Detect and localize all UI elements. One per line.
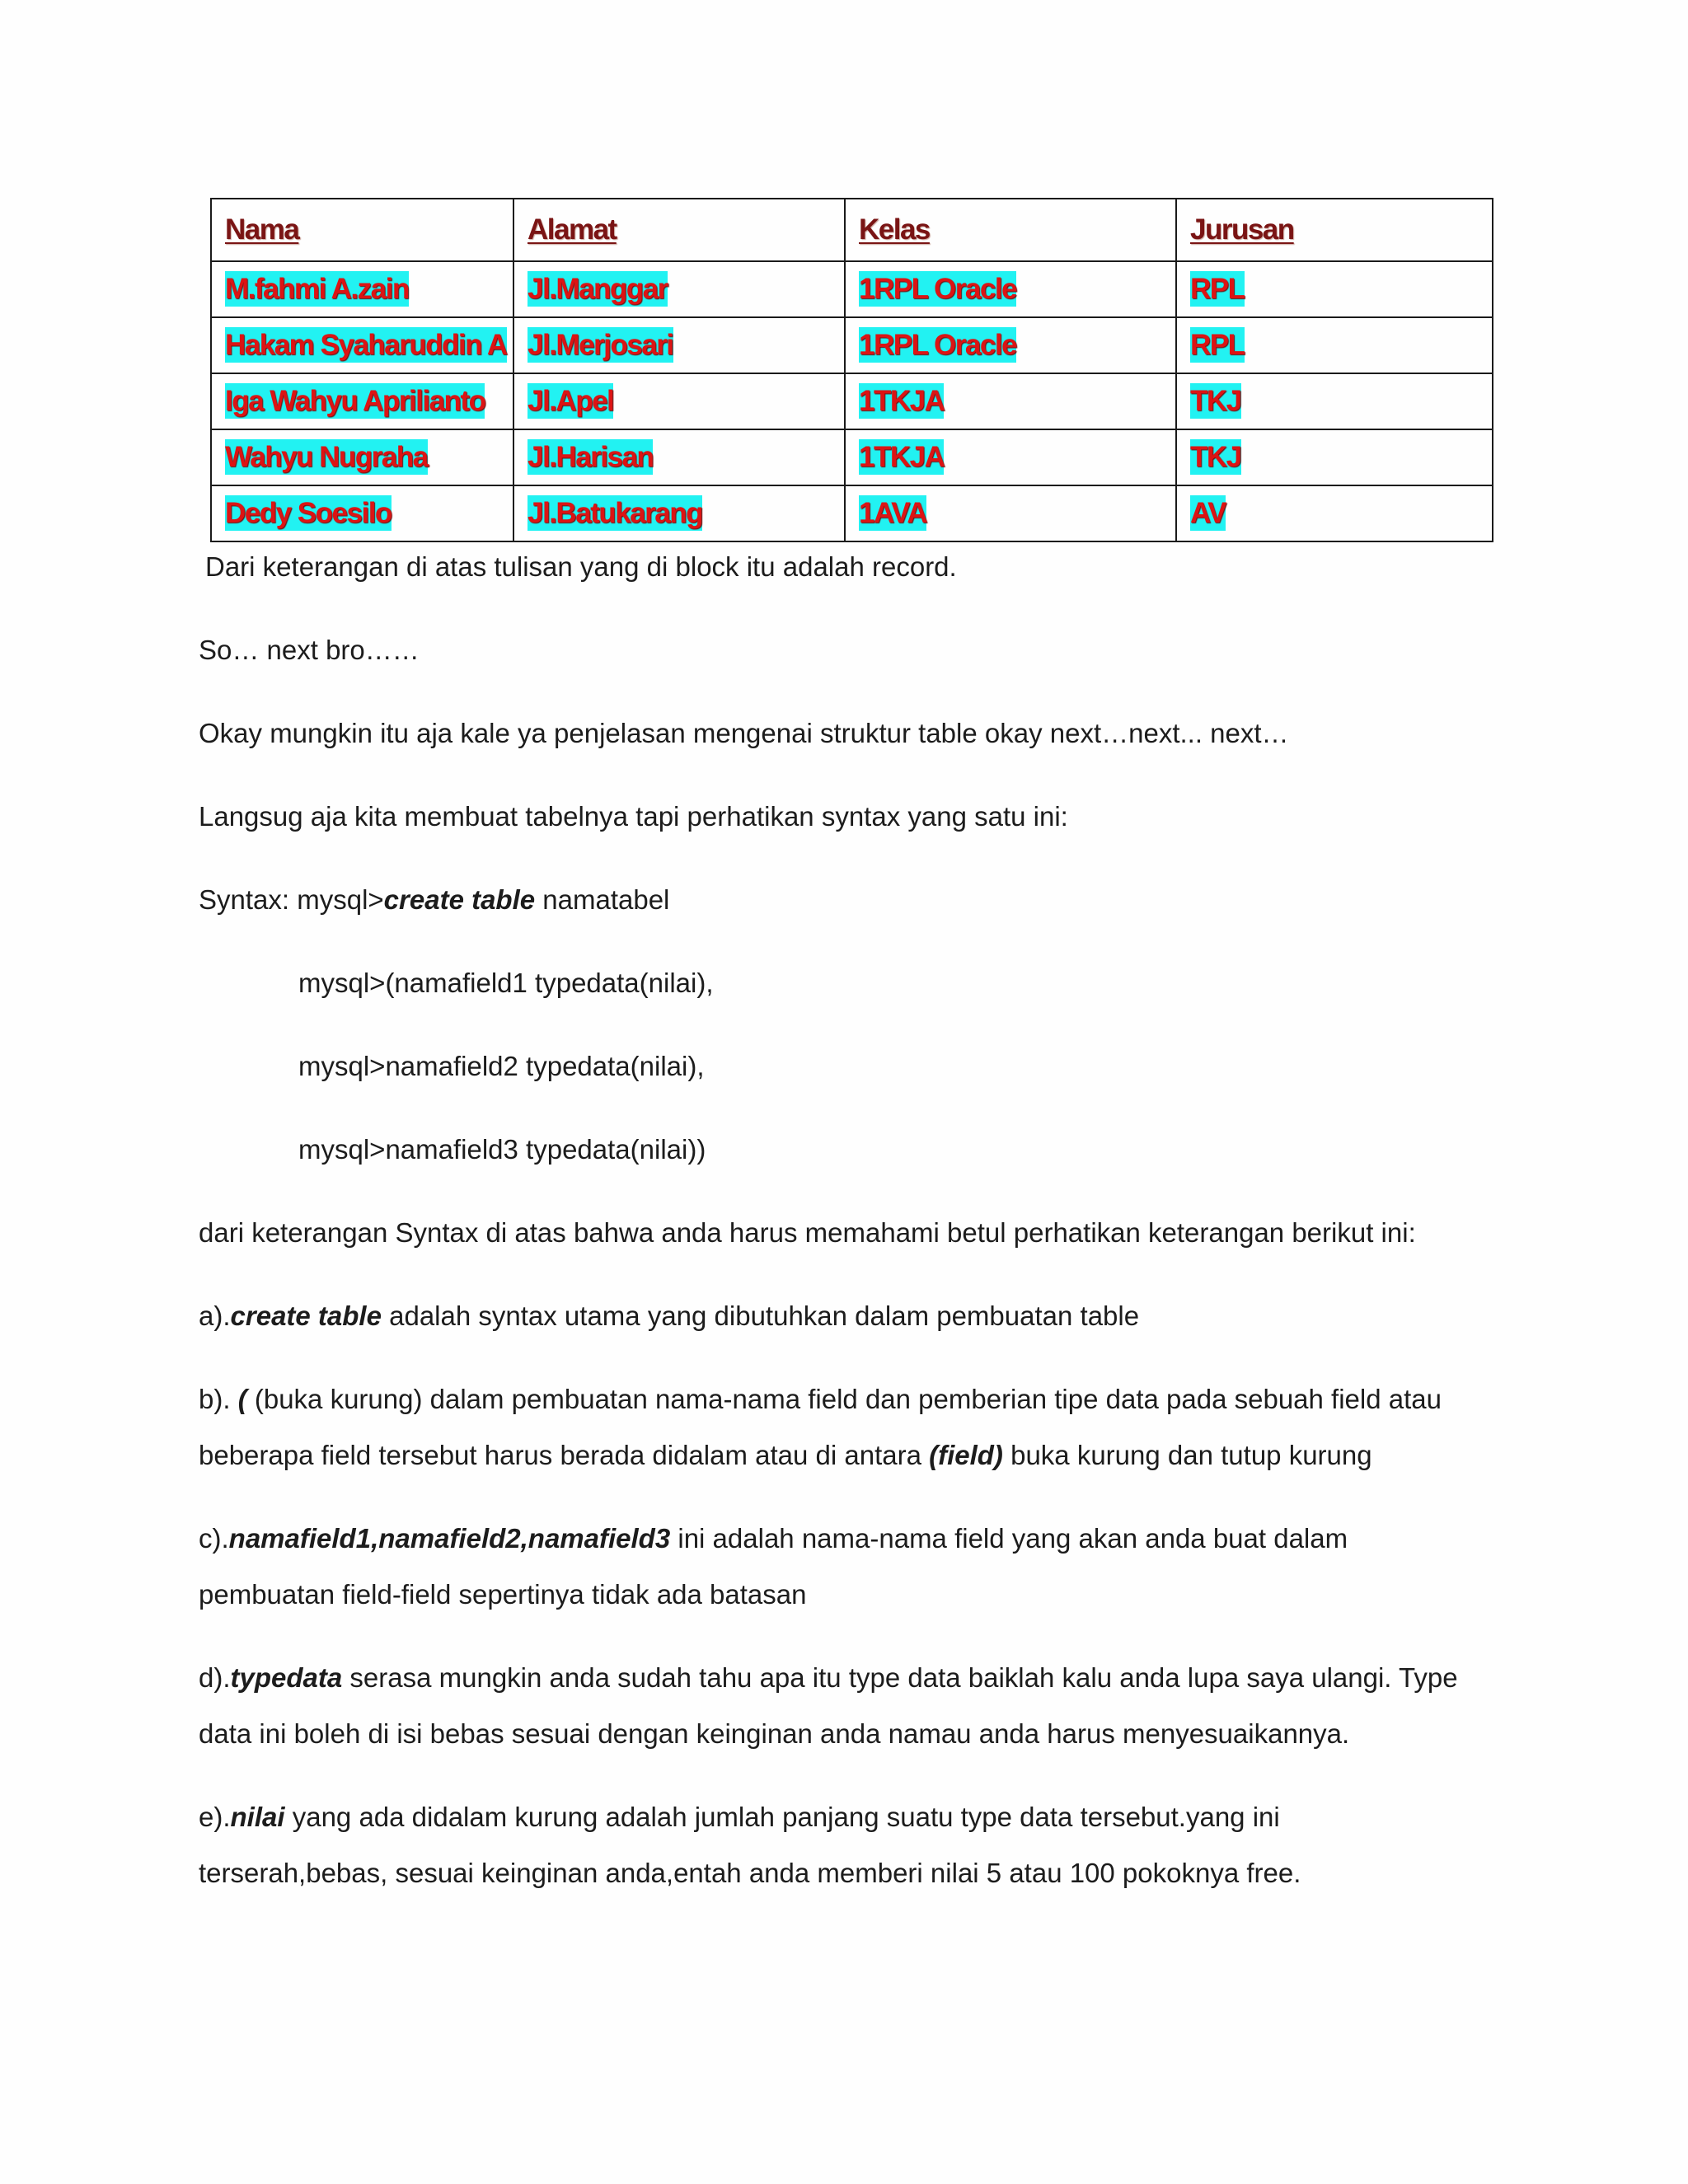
item-prefix: b). <box>199 1384 238 1414</box>
item-text: yang ada didalam kurung adalah jumlah panjang suatu type data tersebut.yang ini <box>284 1802 1280 1832</box>
record-text: RPL <box>1190 329 1245 361</box>
header-label: Kelas <box>859 213 930 246</box>
table-cell <box>211 317 513 373</box>
table-cell <box>513 261 845 317</box>
header-cell-alamat <box>513 199 845 261</box>
header-cell-kelas <box>845 199 1176 261</box>
syntax-line-field3: mysql>namafield3 typedata(nilai)) <box>298 1134 706 1165</box>
record-text: 1TKJA <box>859 441 945 473</box>
paragraph-intro-syntax: Langsug aja kita membuat tabelnya tapi perhatikan syntax yang satu ini: <box>199 801 1068 832</box>
item-prefix: e). <box>199 1802 231 1832</box>
table-cell <box>1176 429 1493 485</box>
item-prefix: a). <box>199 1301 231 1331</box>
record-text: AV <box>1190 497 1226 529</box>
item-keyword: namafield1,namafield2,namafield3 <box>228 1523 671 1554</box>
item-keyword: (field) <box>929 1440 1003 1470</box>
item-text: (buka kurung) dalam pembuatan nama-nama field dan pemberian tipe data pada sebuah field atau <box>246 1384 1442 1414</box>
record-text: M.fahmi A.zain <box>225 273 409 305</box>
record-text: Wahyu Nugraha <box>225 441 428 473</box>
table-cell <box>845 317 1176 373</box>
item-text: ini adalah nama-nama field yang akan anda buat dalam <box>670 1523 1348 1554</box>
paragraph-structure: Okay mungkin itu aja kale ya penjelasan mengenai struktur table okay next…next... next… <box>199 718 1289 748</box>
header-cell-nama <box>211 199 513 261</box>
item-text: beberapa field tersebut harus berada didalam atau di antara <box>199 1440 930 1470</box>
table-cell <box>1176 373 1493 429</box>
table-cell <box>513 485 845 541</box>
record-text: Hakam Syaharuddin A <box>225 329 507 361</box>
table-header-row <box>211 199 1493 261</box>
record-text: Jl.Apel <box>528 385 614 417</box>
table-cell <box>513 373 845 429</box>
table-cell <box>211 261 513 317</box>
syntax-line-field1: mysql>(namafield1 typedata(nilai), <box>298 968 714 998</box>
record-text: 1RPL Oracle <box>859 273 1017 305</box>
record-text: TKJ <box>1190 441 1241 473</box>
table-row <box>211 485 1493 541</box>
paragraph-next: So… next bro…… <box>199 635 420 665</box>
header-cell-jurusan <box>1176 199 1493 261</box>
record-text: Jl.Batukarang <box>528 497 702 529</box>
table-cell <box>1176 317 1493 373</box>
table-cell <box>845 373 1176 429</box>
table-row <box>211 373 1493 429</box>
item-b-line2 <box>199 1439 1372 1472</box>
syntax-prefix: Syntax: mysql> <box>199 884 384 915</box>
table-cell <box>845 429 1176 485</box>
record-text: 1RPL Oracle <box>859 329 1017 361</box>
item-e-line2: terserah,bebas, sesuai keinginan anda,entah anda memberi nilai 5 atau 100 pokoknya free. <box>199 1858 1301 1888</box>
record-text: RPL <box>1190 273 1245 305</box>
item-prefix: c). <box>199 1523 229 1554</box>
item-text: serasa mungkin anda sudah tahu apa itu type data baiklah kalu anda lupa saya ulangi. Type <box>342 1662 1458 1693</box>
item-text: buka kurung dan tutup kurung <box>1002 1440 1372 1470</box>
table-cell <box>1176 261 1493 317</box>
item-keyword: ( <box>237 1384 247 1414</box>
item-d-line2: data ini boleh di isi bebas sesuai dengan keinginan anda namau anda harus menyesuaikannya. <box>199 1718 1350 1749</box>
syntax-suffix: namatabel <box>535 884 670 915</box>
table-cell <box>513 317 845 373</box>
table-cell <box>513 429 845 485</box>
explanation-intro: dari keterangan Syntax di atas bahwa anda harus memahami betul perhatikan keterangan berikut ini: <box>199 1217 1416 1248</box>
table-cell <box>211 429 513 485</box>
table-cell <box>1176 485 1493 541</box>
table-cell <box>211 373 513 429</box>
record-text: TKJ <box>1190 385 1241 417</box>
table-row <box>211 261 1493 317</box>
item-d-line1 <box>199 1661 1458 1694</box>
item-prefix: d). <box>199 1662 231 1693</box>
item-b-line1 <box>199 1383 1442 1416</box>
syntax-line-field2: mysql>namafield2 typedata(nilai), <box>298 1051 705 1081</box>
table-row <box>211 429 1493 485</box>
record-text: Iga Wahyu Aprilianto <box>225 385 485 417</box>
record-table <box>210 198 1493 542</box>
syntax-keyword: create table <box>383 884 536 915</box>
item-keyword: nilai <box>230 1802 285 1832</box>
record-text: Jl.Manggar <box>528 273 668 305</box>
table-row <box>211 317 1493 373</box>
table-cell <box>211 485 513 541</box>
item-a <box>199 1300 1139 1333</box>
header-label: Alamat <box>528 213 617 246</box>
item-e-line1 <box>199 1801 1280 1834</box>
syntax-line-create <box>199 883 669 916</box>
table-cell <box>845 485 1176 541</box>
item-keyword: typedata <box>230 1662 343 1693</box>
item-c-line1 <box>199 1522 1348 1555</box>
item-keyword: create table <box>230 1301 382 1331</box>
item-c-line2: pembuatan field-field sepertinya tidak ada batasan <box>199 1579 807 1610</box>
record-text: Dedy Soesilo <box>225 497 392 529</box>
record-text: 1AVA <box>859 497 927 529</box>
item-text: adalah syntax utama yang dibutuhkan dalam pembuatan table <box>381 1301 1140 1331</box>
table-caption: Dari keterangan di atas tulisan yang di block itu adalah record. <box>205 551 957 582</box>
header-label: Nama <box>225 213 299 246</box>
record-text: Jl.Merjosari <box>528 329 673 361</box>
table-cell <box>845 261 1176 317</box>
record-text: Jl.Harisan <box>528 441 654 473</box>
header-label: Jurusan <box>1190 213 1294 246</box>
record-text: 1TKJA <box>859 385 945 417</box>
